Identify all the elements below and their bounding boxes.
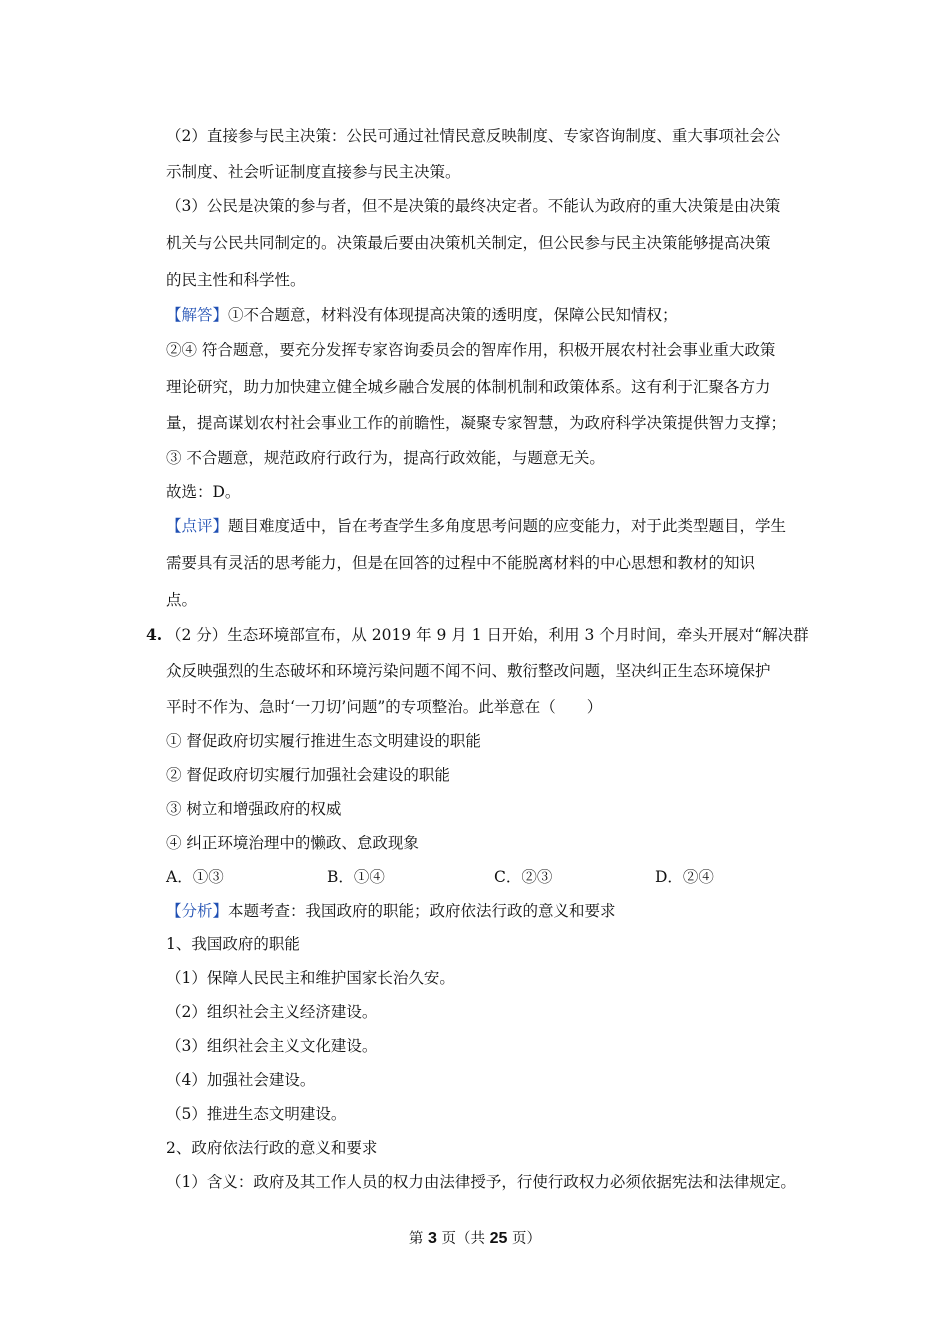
- option-c: C．②③: [494, 868, 553, 886]
- analysis-tag: 【分析】: [166, 902, 229, 920]
- text-line: ③ 不合题意，规范政府行政行为，提高行政效能，与题意无关。: [166, 449, 605, 467]
- footer-prefix: 第: [408, 1231, 429, 1247]
- question-stem: 平时不作为、急时‘一刀切’问题”的专项整治。此举意在（ ）: [166, 698, 603, 716]
- text-line: 需要具有灵活的思考能力，但是在回答的过程中不能脱离材料的中心思想和教材的知识: [166, 554, 756, 572]
- page-total: 25: [489, 1230, 508, 1247]
- answer-tag: 【解答】: [166, 306, 229, 324]
- comment-tag: 【点评】: [166, 517, 229, 535]
- answer-text: ①不合题意，材料没有体现提高决策的透明度，保障公民知情权；: [228, 306, 678, 324]
- question-number: 4.: [146, 625, 163, 644]
- answer-line: [166, 305, 678, 325]
- page-footer: [0, 1229, 950, 1249]
- text-line: （2）直接参与民主决策：公民可通过社情民意反映制度、专家咨询制度、重大事项社会公: [166, 127, 781, 145]
- text-line: 量，提高谋划农村社会事业工作的前瞻性，凝聚专家智慧，为政府科学决策提供智力支撑；: [166, 414, 787, 432]
- page-number: 3: [428, 1230, 437, 1247]
- question-stem: 众反映强烈的生态破坏和环境污染问题不闻不问、敷衍整改问题，坚决纠正生态环境保护: [166, 662, 771, 680]
- option-d: D．②④: [655, 868, 714, 886]
- option-a: A．①③: [166, 868, 224, 886]
- text-line: 点。: [166, 591, 198, 609]
- text-line: ②④ 符合题意，要充分发挥专家咨询委员会的智库作用，积极开展农村社会事业重大政策: [166, 341, 776, 359]
- text-line: 故选：D。: [166, 483, 241, 501]
- text-line: 的民主性和科学性。: [166, 271, 306, 289]
- text-line: （3）公民是决策的参与者，但不是决策的最终决定者。不能认为政府的重大决策是由决策: [166, 197, 781, 215]
- statement-item: ③ 树立和增强政府的权威: [166, 800, 342, 818]
- text-line: （5）推进生态文明建设。: [166, 1105, 347, 1123]
- text-line: 机关与公民共同制定的。决策最后要由决策机关制定，但公民参与民主决策能够提高决策: [166, 234, 771, 252]
- text-line: 2、政府依法行政的意义和要求: [166, 1139, 378, 1157]
- option-b: B．①④: [327, 868, 385, 886]
- text-line: 示制度、社会听证制度直接参与民主决策。: [166, 163, 461, 181]
- analysis-text: 本题考查：我国政府的职能；政府依法行政的意义和要求: [228, 902, 616, 920]
- statement-item: ② 督促政府切实履行加强社会建设的职能: [166, 766, 450, 784]
- analysis-line: [166, 901, 616, 921]
- footer-suffix: 页）: [507, 1231, 542, 1247]
- text-line: （1）保障人民民主和维护国家长治久安。: [166, 969, 455, 987]
- text-line: （1）含义：政府及其工作人员的权力由法律授予，行使行政权力必须依据宪法和法律规定。: [166, 1173, 796, 1191]
- text-line: （2）组织社会主义经济建设。: [166, 1003, 378, 1021]
- text-line: （4）加强社会建设。: [166, 1071, 316, 1089]
- statement-item: ④ 纠正环境治理中的懒政、怠政现象: [166, 834, 419, 852]
- text-line: （3）组织社会主义文化建设。: [166, 1037, 378, 1055]
- question-stem: （2 分）生态环境部宣布，从 2019 年 9 月 1 日开始，利用 3 个月时间，牵头开展对“解决群: [166, 626, 809, 644]
- footer-middle: 页（共: [436, 1231, 490, 1247]
- comment-line: [166, 516, 786, 536]
- text-line: 1、我国政府的职能: [166, 935, 300, 953]
- comment-text: 题目难度适中，旨在考查学生多角度思考问题的应变能力，对于此类型题目，学生: [228, 517, 787, 535]
- statement-item: ① 督促政府切实履行推进生态文明建设的职能: [166, 732, 481, 750]
- text-line: 理论研究，助力加快建立健全城乡融合发展的体制机制和政策体系。这有利于汇聚各方力: [166, 378, 771, 396]
